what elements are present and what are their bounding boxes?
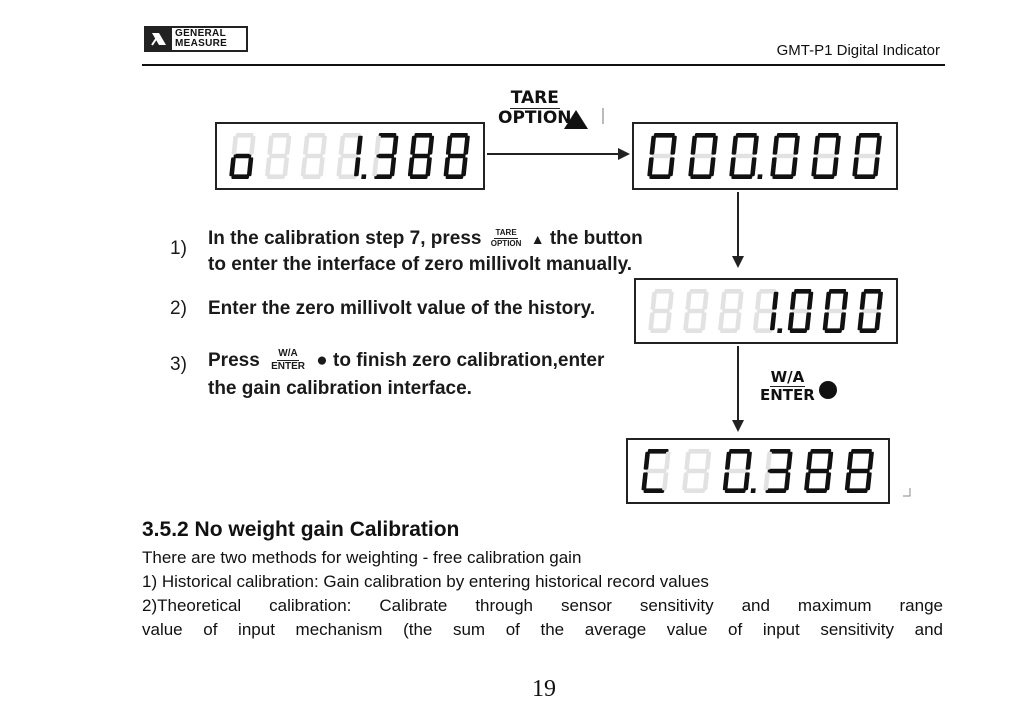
- step3-number: 3): [170, 354, 187, 375]
- company-logo: [144, 26, 248, 52]
- enter-dot-inline-icon: ●: [316, 350, 328, 371]
- tare-inline-top: TARE: [495, 228, 517, 238]
- step1-text-before: In the calibration step 7, press: [208, 228, 482, 249]
- wa-enter-key-large: [760, 370, 815, 403]
- flow-arrows: [140, 80, 930, 510]
- tare-key-top: TARE: [510, 88, 559, 108]
- paragraph-line-3: 2)Theoretical calibration: Calibrate through sensor sensitivity and maximum range: [142, 596, 943, 615]
- wa-key-top: W/A: [770, 368, 805, 386]
- logo-mark-icon: [146, 28, 172, 50]
- wa-enter-key-inline: [271, 349, 305, 372]
- paragraph-line-1: There are two methods for weighting - free calibration gain: [142, 548, 582, 567]
- step2-line1: Enter the zero millivolt value of the history.: [208, 298, 596, 319]
- document-title: GMT-P1 Digital Indicator: [776, 42, 940, 59]
- wa-inline-top: W/A: [278, 348, 298, 360]
- calibration-diagram: [140, 80, 930, 510]
- step1-line2: to enter the interface of zero millivolt manually.: [208, 254, 633, 275]
- step3-line2: the gain calibration interface.: [208, 378, 472, 399]
- return-mark-icon: [903, 488, 910, 496]
- tare-option-key-inline: [491, 229, 522, 248]
- step3-text-before: Press: [208, 350, 260, 371]
- step1-text-after: the button: [549, 228, 643, 249]
- up-triangle-inline-icon: ▲: [530, 231, 545, 247]
- tare-inline-bottom: OPTION: [490, 239, 522, 249]
- page-number: 19: [532, 676, 556, 702]
- wa-key-bottom: ENTER: [760, 386, 815, 404]
- arrow-down-2-head: [732, 420, 744, 432]
- step1-number: 1): [170, 238, 187, 259]
- tare-key-bottom: OPTION: [498, 108, 572, 128]
- paragraph-line-4: value of input mechanism (the sum of the average value of input sensitivity and: [142, 620, 943, 639]
- section-heading: 3.5.2 No weight gain Calibration: [142, 518, 460, 541]
- tare-option-key-large: [498, 90, 572, 127]
- step3-line1: [208, 348, 604, 373]
- logo-text-line2: MEASURE: [175, 38, 228, 49]
- step1-line1: [208, 226, 643, 252]
- step2-number: 2): [170, 298, 187, 319]
- arrow-down-1-head: [732, 256, 744, 268]
- wa-inline-bottom: ENTER: [271, 361, 305, 373]
- header-rule: [142, 64, 945, 66]
- step3-text-after: to finish zero calibration,enter: [333, 350, 605, 371]
- enter-dot-icon: [819, 381, 837, 399]
- arrow-right-head: [618, 148, 630, 160]
- paragraph-line-2: 1) Historical calibration: Gain calibration by entering historical record values: [142, 572, 709, 591]
- logo-text-line1: GENERAL: [175, 28, 226, 39]
